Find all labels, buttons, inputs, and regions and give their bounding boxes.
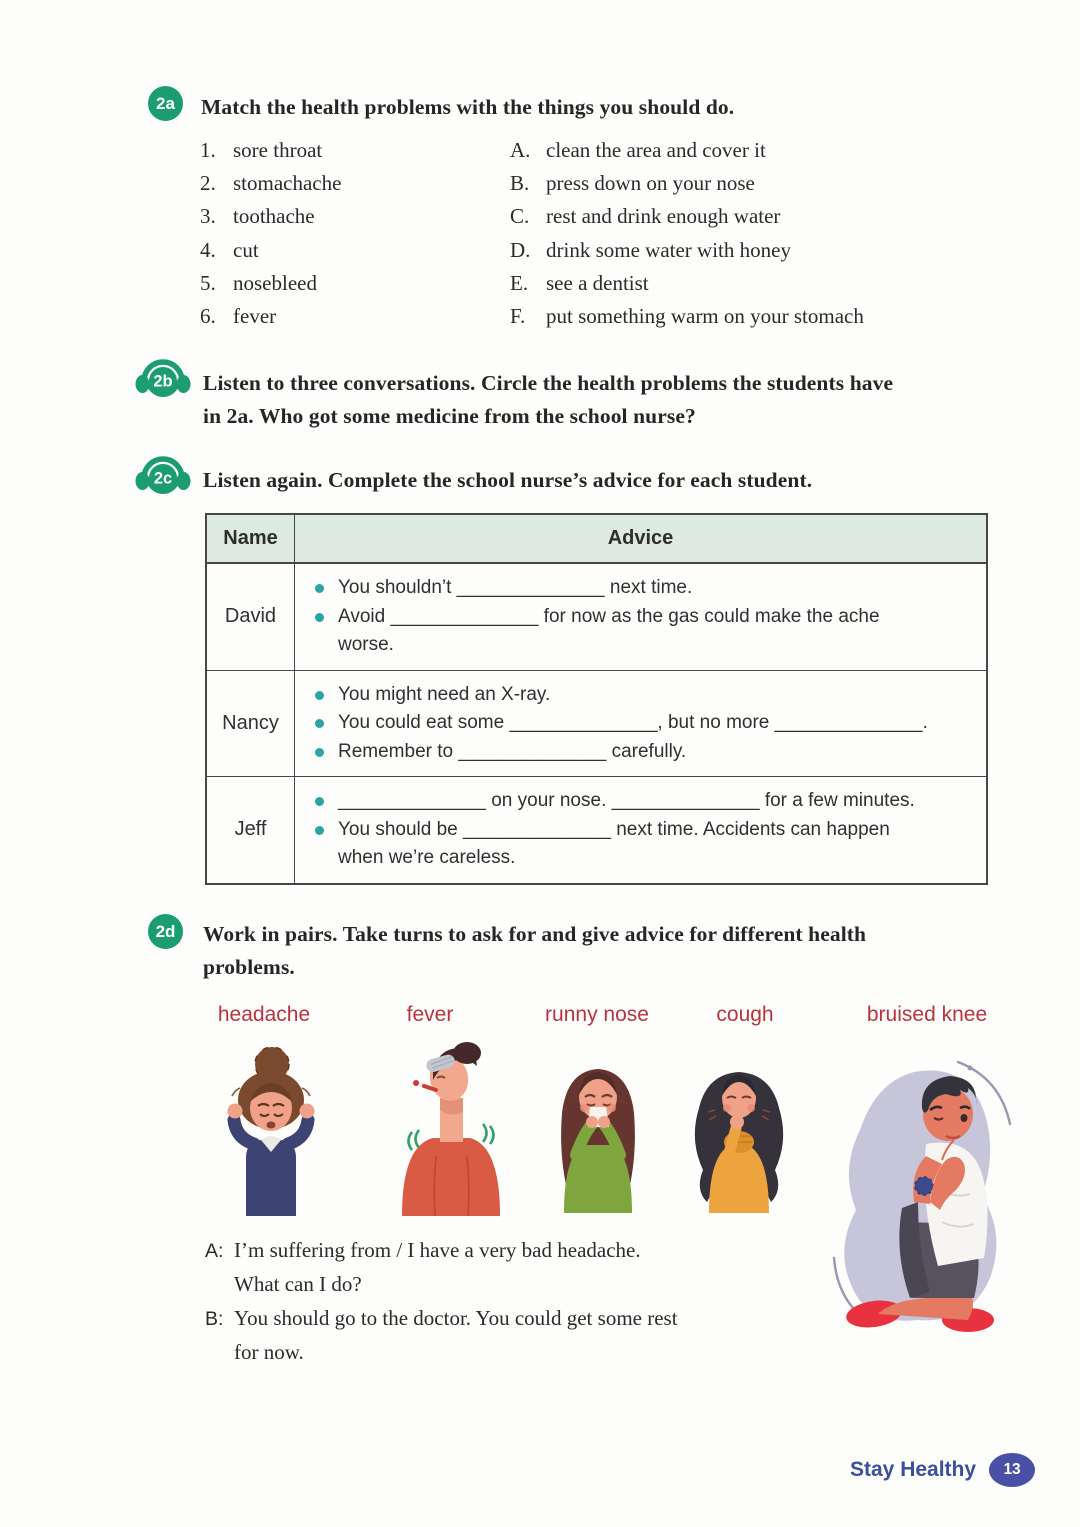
column-header-name: Name	[207, 515, 295, 562]
table-row	[207, 564, 986, 671]
item-text: drink some water with honey	[546, 237, 791, 262]
advice-line: Avoid ______________ for now as the gas could make the ache	[338, 605, 880, 627]
item-text: sore throat	[233, 138, 323, 162]
advice-bullet	[309, 603, 978, 660]
health-problems-list	[200, 134, 341, 333]
section-2c-title: Listen again. Complete the school nurse’s advice for each student.	[203, 468, 813, 492]
list-item	[510, 200, 864, 233]
student-name: David	[207, 564, 295, 670]
item-number: 1.	[200, 138, 216, 162]
table-header-row	[207, 515, 986, 564]
advice-line: worse.	[338, 634, 394, 655]
bullet-icon	[315, 584, 324, 593]
item-text: see a dentist	[546, 270, 649, 295]
list-item	[510, 167, 864, 200]
advice-bullet	[309, 787, 978, 816]
item-text: cut	[233, 237, 259, 262]
title-line: problems.	[203, 955, 295, 979]
advice-line: You should be ______________ next time. Accidents can happen	[338, 818, 890, 840]
dialogue-text: You should go to the doctor. You could get some rest	[234, 1306, 678, 1330]
word-cough: cough	[716, 1003, 774, 1026]
nurse-advice-table	[205, 513, 988, 885]
item-letter: C.	[510, 204, 530, 229]
list-item	[510, 234, 864, 267]
bullet-icon	[315, 826, 324, 835]
student-name: Jeff	[207, 777, 295, 883]
item-number: 4.	[200, 237, 216, 262]
illustration-runny-nose	[542, 1045, 655, 1213]
section-2a-title: Match the health problems with the things you should do.	[201, 95, 735, 119]
item-letter: A.	[510, 138, 531, 162]
table-row	[207, 671, 986, 778]
list-item	[510, 267, 864, 300]
section-2c-badge: 2c	[153, 469, 173, 488]
list-item	[200, 134, 341, 167]
advice-bullet	[309, 709, 978, 738]
advice-bullet	[309, 574, 978, 603]
list-item	[200, 200, 341, 233]
dialogue-line-a	[205, 1233, 678, 1301]
list-item	[200, 267, 341, 300]
advice-line: ______________ on your nose. ______________ for a few minutes.	[338, 790, 915, 811]
advice-line: You might need an X-ray.	[338, 683, 551, 705]
example-dialogue	[205, 1233, 678, 1369]
illustration-bruised-knee	[818, 1052, 1016, 1344]
advice-bullet	[309, 816, 978, 873]
bullet-icon	[315, 748, 324, 757]
advice-line: You shouldn’t ______________ next time.	[338, 577, 693, 598]
item-text: toothache	[233, 204, 315, 229]
headphones-icon	[131, 352, 195, 404]
word-headache: headache	[217, 1003, 311, 1026]
illustration-cough	[683, 1050, 795, 1213]
item-letter: D.	[510, 237, 531, 262]
section-2b-badge: 2b	[153, 372, 173, 391]
word-fever: fever	[406, 1003, 454, 1026]
page-number-badge: 13	[989, 1453, 1035, 1487]
section-2b-title	[203, 367, 893, 433]
advice-cell	[295, 564, 986, 670]
title-line: Listen to three conversations. Circle the health problems the students have	[203, 371, 894, 395]
dialogue-text: for now.	[234, 1340, 304, 1364]
bullet-icon	[315, 613, 324, 622]
illustration-headache	[212, 1046, 330, 1216]
dialogue-text: What can I do?	[234, 1272, 362, 1296]
section-2a-badge: 2a	[148, 86, 183, 121]
advice-line: when we’re careless.	[338, 847, 516, 868]
page-footer	[850, 1453, 1035, 1487]
bullet-icon	[315, 719, 324, 728]
advice-line: Remember to ______________ carefully.	[338, 740, 687, 762]
advice-cell	[295, 671, 986, 777]
advice-options-list	[510, 134, 864, 333]
item-number: 5.	[200, 270, 216, 295]
word-runny-nose: runny nose	[545, 1003, 649, 1026]
speaker-label: A:	[205, 1240, 224, 1262]
advice-bullet	[309, 738, 978, 767]
item-text: press down on your nose	[546, 171, 755, 196]
dialogue-text: I’m suffering from / I have a very bad headache.	[234, 1238, 641, 1262]
title-line: Work in pairs. Take turns to ask for and give advice for different health	[203, 922, 867, 946]
chapter-title: Stay Healthy	[850, 1458, 977, 1481]
item-text: clean the area and cover it	[546, 138, 766, 162]
section-2d-badge: 2d	[148, 914, 183, 949]
student-name: Nancy	[207, 671, 295, 777]
item-letter: F.	[510, 304, 526, 329]
headphones-icon	[131, 449, 195, 501]
advice-bullet	[309, 681, 978, 710]
bullet-icon	[315, 691, 324, 700]
list-item	[200, 234, 341, 267]
speaker-label: B:	[205, 1308, 224, 1330]
illustration-fever	[376, 1040, 526, 1216]
list-item	[200, 167, 341, 200]
item-number: 6.	[200, 304, 216, 329]
item-text: rest and drink enough water	[546, 204, 781, 229]
item-letter: E.	[510, 270, 529, 295]
dialogue-line-b	[205, 1301, 678, 1369]
column-header-advice: Advice	[607, 527, 674, 549]
item-number: 2.	[200, 171, 216, 196]
advice-line: You could eat some ______________, but no more ______________.	[338, 712, 928, 733]
list-item	[510, 300, 864, 333]
item-text: put something warm on your stomach	[546, 304, 864, 329]
bullet-icon	[315, 797, 324, 806]
item-text: stomachache	[233, 171, 342, 196]
section-2d-title	[203, 918, 866, 984]
title-line: in 2a. Who got some medicine from the school nurse?	[203, 404, 696, 428]
list-item	[200, 300, 341, 333]
advice-cell	[295, 777, 986, 883]
item-number: 3.	[200, 204, 216, 229]
item-text: nosebleed	[233, 270, 317, 295]
list-item	[510, 134, 864, 167]
item-text: fever	[233, 304, 277, 329]
item-letter: B.	[510, 171, 530, 196]
word-bruised-knee: bruised knee	[866, 1003, 988, 1026]
table-row	[207, 777, 986, 883]
